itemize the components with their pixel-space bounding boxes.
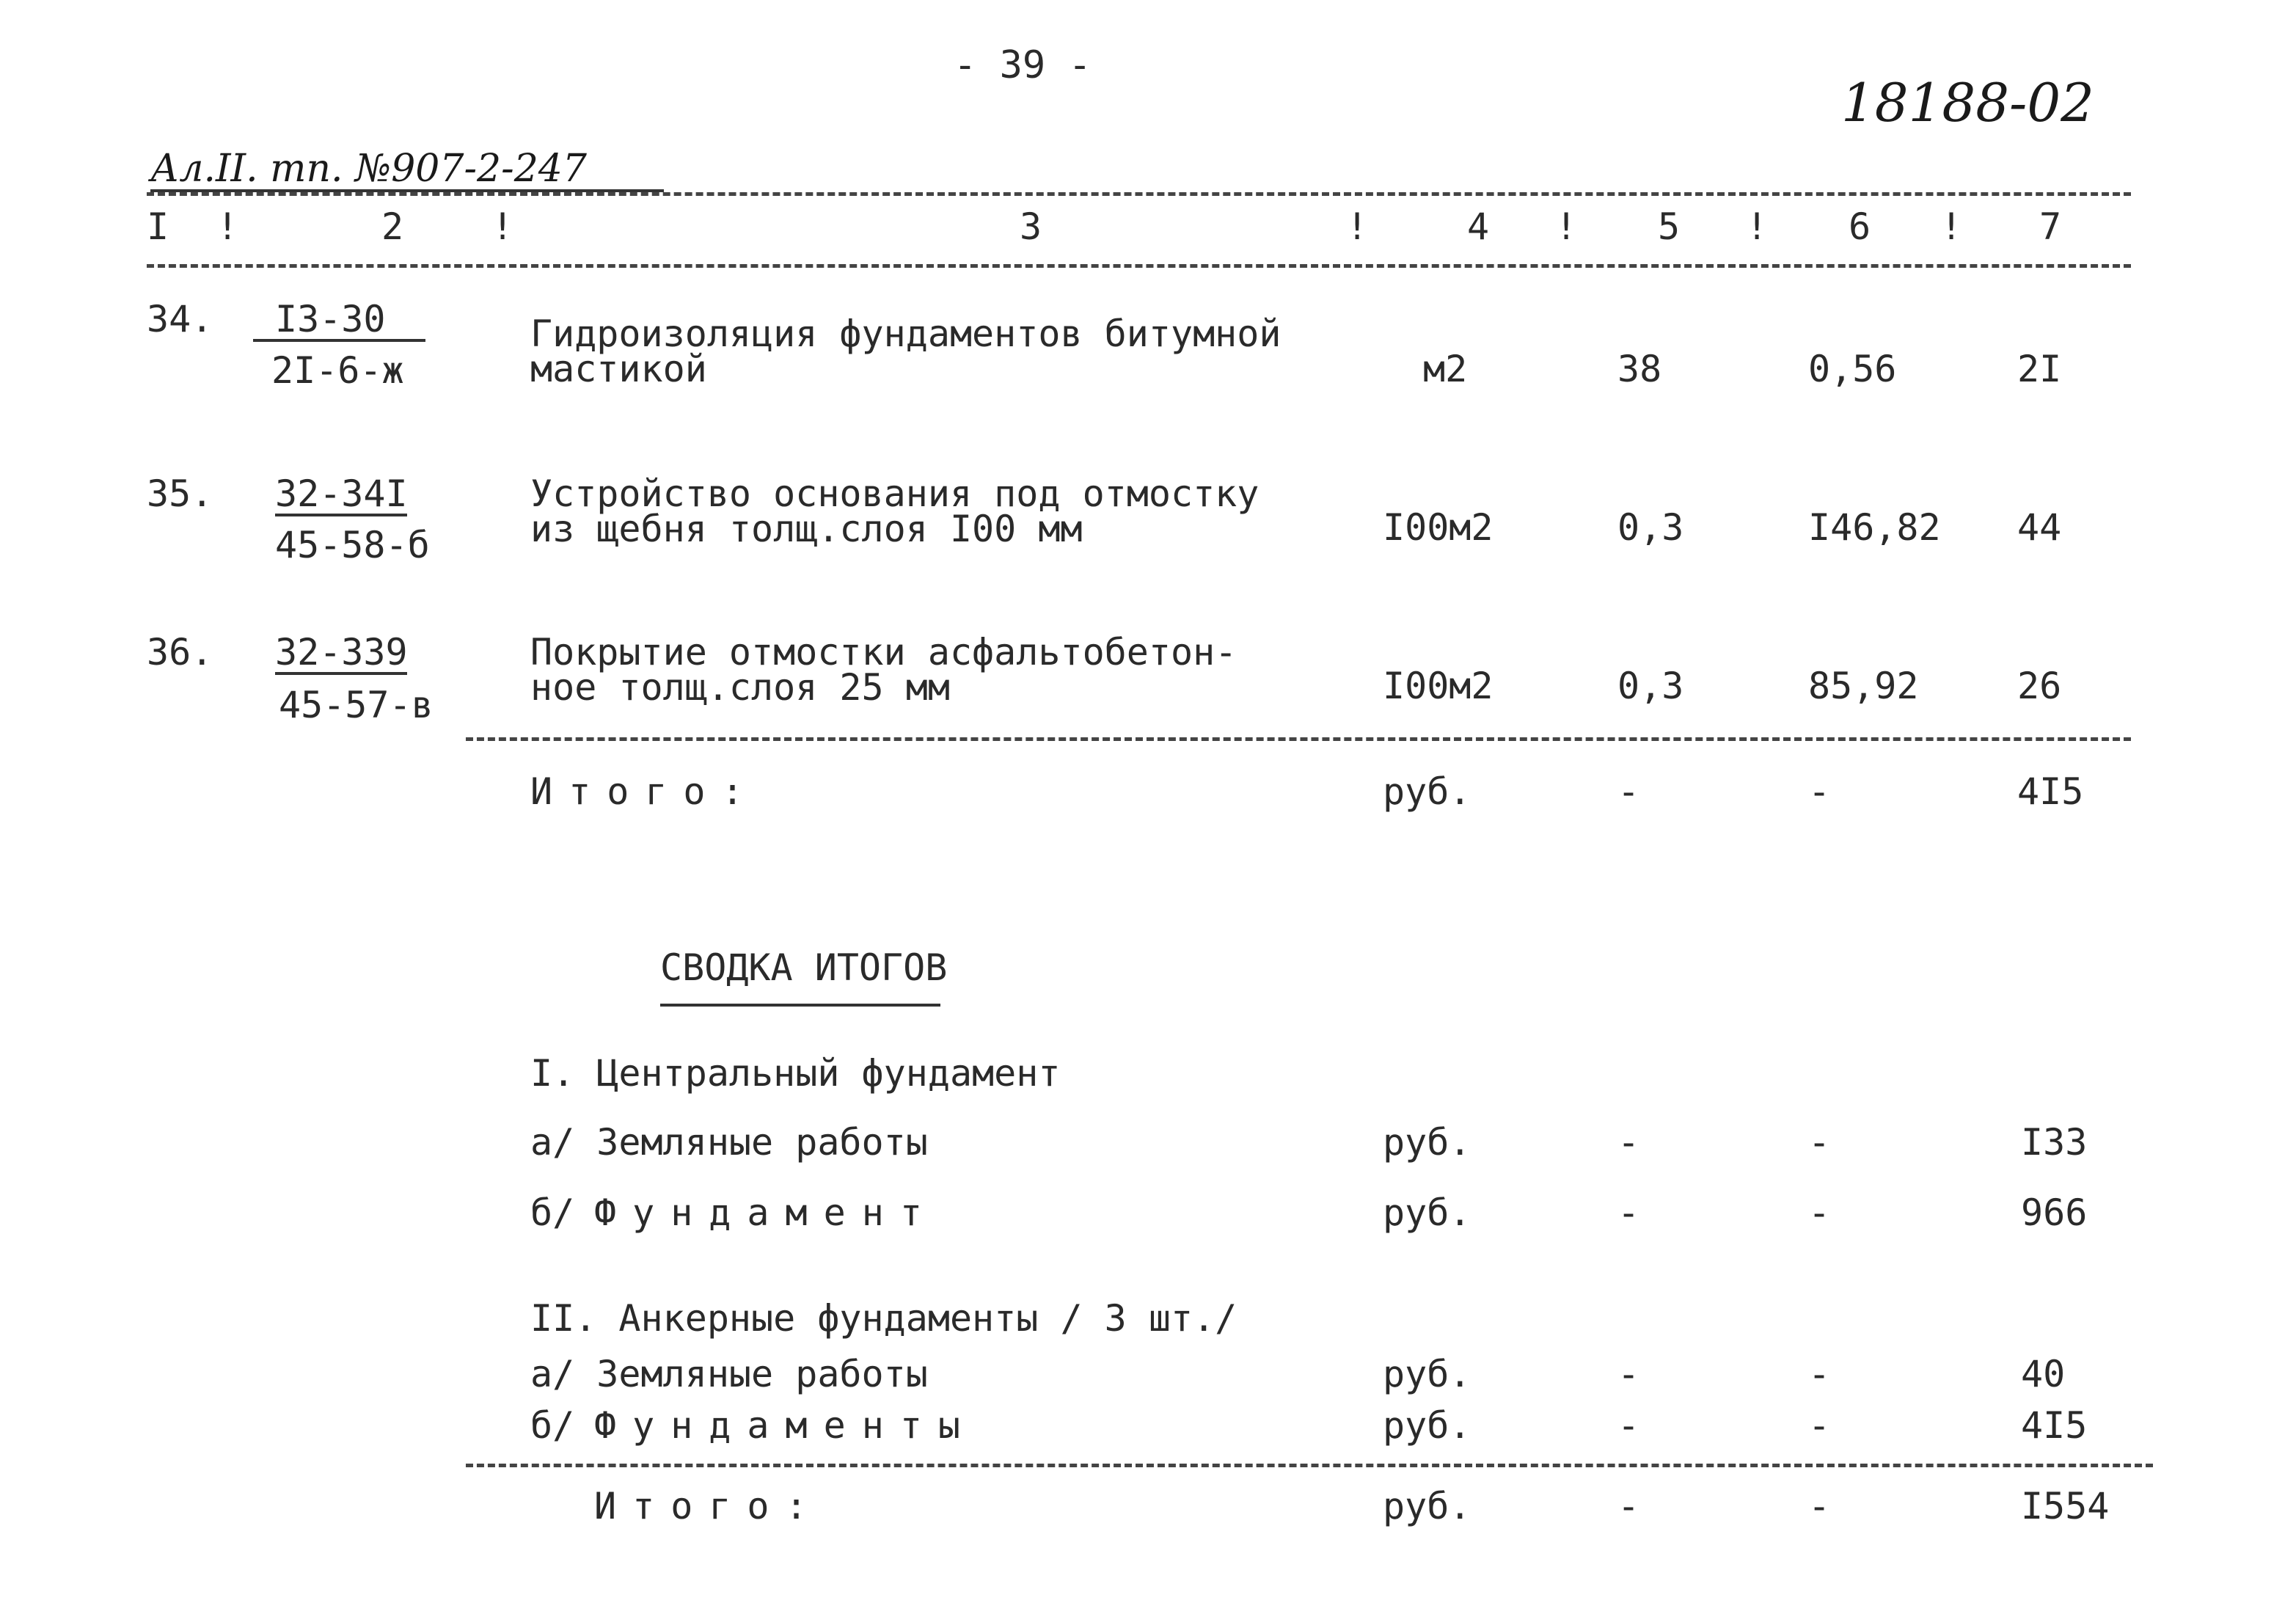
col-header-6: 6 (1849, 205, 1871, 248)
row-code-bottom: 2I-6-ж (271, 349, 404, 392)
row-quantity: 38 (1617, 348, 1662, 390)
summary-item-unit: руб. (1383, 1404, 1471, 1447)
summary-section1-title: I. Центральный фундамент (530, 1052, 1061, 1095)
row-description-line2: из щебня толщ.слоя I00 мм (530, 508, 1083, 550)
row-unit: I00м2 (1383, 665, 1494, 707)
col-header-4: 4 (1467, 205, 1490, 248)
summary-item-total: 966 (2021, 1191, 2088, 1234)
summary-total-price: - (1808, 1485, 1831, 1527)
summary-item-label: а/ Земляные работы (530, 1353, 928, 1395)
summary-item-total: 4I5 (2021, 1404, 2088, 1447)
subtotal-rule (466, 737, 2131, 741)
row-description-line2: мастикой (530, 348, 707, 390)
summary-item-total: I33 (2021, 1121, 2088, 1164)
row-code-bottom: 45-58-б (275, 524, 430, 566)
row-code-top: 32-339 (275, 631, 408, 673)
summary-title: СВОДКА ИТОГОВ (660, 946, 948, 989)
summary-item-quantity: - (1617, 1353, 1640, 1395)
col-sep: ! (491, 205, 514, 248)
row-quantity: 0,3 (1617, 665, 1684, 707)
summary-item-price: - (1808, 1353, 1831, 1395)
row-price: I46,82 (1808, 506, 1941, 549)
row-description-line1: Устройство основания под отмостку (530, 472, 1259, 515)
col-header-3: 3 (1020, 205, 1042, 248)
summary-item-prefix: б/ (530, 1404, 575, 1447)
row-quantity: 0,3 (1617, 506, 1684, 549)
col-header-2: 2 (381, 205, 404, 248)
summary-item-price: - (1808, 1404, 1831, 1447)
row-price: 85,92 (1808, 665, 1919, 707)
row-unit: м2 (1423, 348, 1468, 390)
summary-item-quantity: - (1617, 1404, 1640, 1447)
code-underline (275, 672, 407, 675)
summary-total-total: I554 (2021, 1485, 2110, 1527)
subtotal-price: - (1808, 770, 1831, 813)
row-description-line2: ное толщ.слоя 25 мм (530, 666, 950, 709)
summary-total-quantity: - (1617, 1485, 1640, 1527)
page-number: - 39 - (954, 43, 1092, 87)
summary-title-underline (660, 1004, 940, 1007)
summary-item-label: Фундаменты (594, 1404, 977, 1447)
row-description-line1: Покрытие отмостки асфальтобетон- (530, 631, 1237, 673)
summary-item-unit: руб. (1383, 1353, 1471, 1395)
code-underline (275, 514, 407, 516)
summary-item-prefix: б/ (530, 1191, 575, 1234)
row-price: 0,56 (1808, 348, 1897, 390)
summary-item-unit: руб. (1383, 1191, 1471, 1234)
row-total: 44 (2017, 506, 2062, 549)
summary-item-total: 40 (2021, 1353, 2066, 1395)
summary-item-price: - (1808, 1191, 1831, 1234)
summary-item-unit: руб. (1383, 1121, 1471, 1164)
col-header-7: 7 (2039, 205, 2062, 248)
summary-section2-title: II. Анкерные фундаменты / 3 шт./ (530, 1297, 1237, 1340)
row-code-top: 32-34I (275, 472, 408, 515)
col-sep: ! (1346, 205, 1369, 248)
subtotal-quantity: - (1617, 770, 1640, 813)
summary-item-quantity: - (1617, 1191, 1640, 1234)
row-description-line1: Гидроизоляция фундаментов битумной (530, 313, 1282, 355)
col-sep: ! (1746, 205, 1769, 248)
summary-total-label: Итого: (594, 1485, 824, 1527)
document-code: 18188-02 (1841, 72, 2094, 134)
row-number: 34. (147, 298, 213, 340)
code-underline (253, 339, 425, 342)
summary-item-price: - (1808, 1121, 1831, 1164)
col-header-1: I (147, 205, 169, 248)
album-reference: Ал.II. тп. №907-2-247 (150, 147, 587, 191)
row-total: 2I (2017, 348, 2062, 390)
col-sep: ! (1555, 205, 1578, 248)
summary-item-label: Фундамент (594, 1191, 938, 1234)
row-total: 26 (2017, 665, 2062, 707)
summary-item-label: а/ Земляные работы (530, 1121, 928, 1164)
summary-total-unit: руб. (1383, 1485, 1471, 1527)
col-header-5: 5 (1658, 205, 1681, 248)
row-code-bottom: 45-57-в (279, 684, 434, 726)
header-bottom-rule (147, 264, 2131, 268)
row-unit: I00м2 (1383, 506, 1494, 549)
subtotal-label: Итого: (530, 770, 760, 813)
row-code-top: I3-30 (275, 298, 386, 340)
col-sep: ! (1940, 205, 1963, 248)
subtotal-total: 4I5 (2017, 770, 2084, 813)
summary-item-quantity: - (1617, 1121, 1640, 1164)
row-number: 36. (147, 631, 213, 673)
row-number: 35. (147, 472, 213, 515)
subtotal-unit: руб. (1383, 770, 1471, 813)
total-rule (466, 1464, 2153, 1467)
header-top-rule (147, 192, 2131, 196)
col-sep: ! (216, 205, 239, 248)
